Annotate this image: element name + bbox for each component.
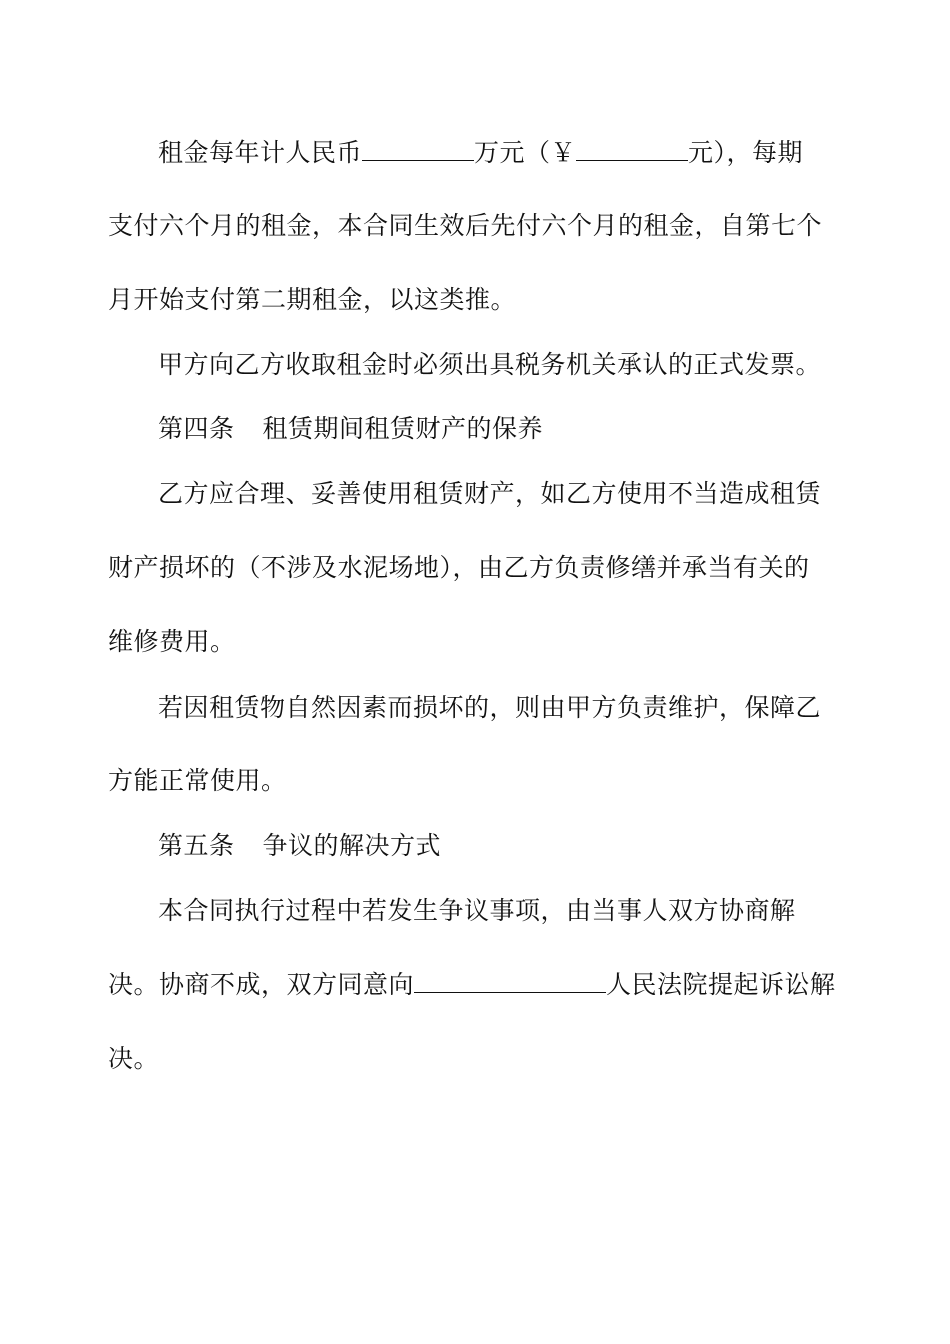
rent-paragraph-line-1 (158, 137, 803, 169)
rent-amount-blank (362, 138, 474, 161)
maintenance-paragraph-line-2: 财产损坏的（不涉及水泥场地），由乙方负责修缮并承当有关的 (108, 553, 810, 582)
invoice-paragraph: 甲方向乙方收取租金时必须出具税务机关承认的正式发票。 (158, 350, 822, 379)
rent-paragraph-line-2: 支付六个月的租金，本合同生效后先付六个月的租金，自第七个 (108, 211, 823, 240)
maintenance-paragraph-line-3: 维修费用。 (108, 627, 236, 656)
rent-paragraph-line-3: 月开始支付第二期租金，以这类推。 (108, 285, 517, 314)
article-5-heading (158, 830, 441, 862)
article-5-number: 第五条 (158, 831, 235, 860)
dispute-paragraph-line-1: 本合同执行过程中若发生争议事项，由当事人双方协商解 (158, 896, 796, 925)
article-4-number: 第四条 (158, 414, 235, 443)
dispute-paragraph-line-2 (108, 969, 836, 1001)
dispute-paragraph-line-3: 决。 (108, 1044, 160, 1073)
article-5-title: 争议的解决方式 (262, 831, 442, 860)
rent-period-label: 元），每期 (688, 138, 804, 167)
rent-yuan-blank (576, 138, 688, 161)
article-4-title: 租赁期间租赁财产的保养 (262, 414, 544, 443)
maintenance-paragraph-line-1: 乙方应合理、妥善使用租赁财产，如乙方使用不当造成租赁 (158, 479, 822, 508)
court-name-blank (414, 970, 606, 993)
article-4-heading (158, 413, 543, 445)
dispute-court-label: 决。协商不成，双方同意向 (108, 970, 415, 999)
natural-damage-paragraph-line-1: 若因租赁物自然因素而损坏的，则由甲方负责维护，保障乙 (158, 693, 822, 722)
rent-amount-label: 租金每年计人民币 (158, 138, 363, 167)
rent-yuan-label: 万元（￥ (474, 138, 577, 167)
dispute-lawsuit-label: 人民法院提起诉讼解 (606, 970, 836, 999)
natural-damage-paragraph-line-2: 方能正常使用。 (108, 766, 287, 795)
